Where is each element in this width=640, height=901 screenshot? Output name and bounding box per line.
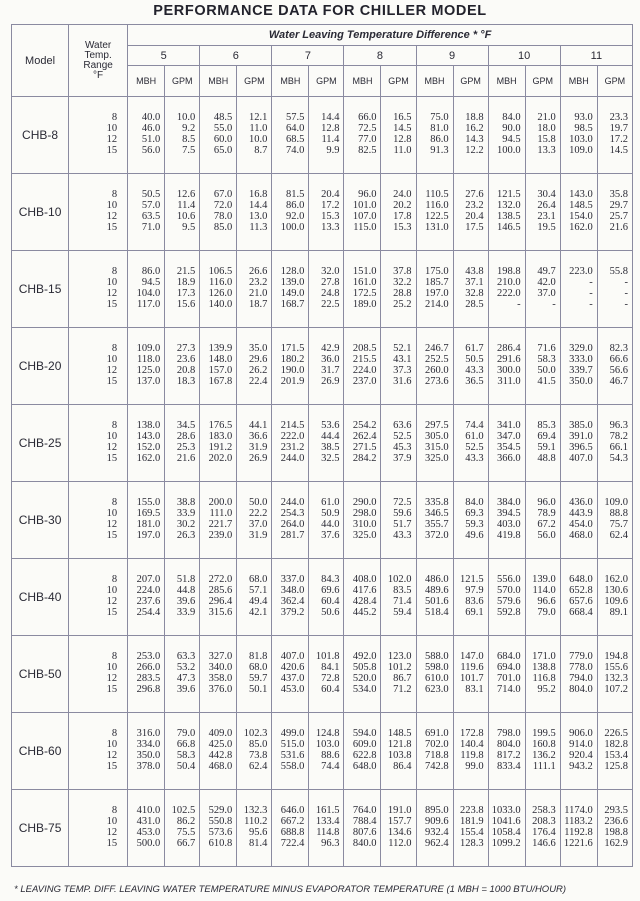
mbh-values: 66.0 72.5 77.0 82.5 [358, 112, 377, 156]
mbh-values: 50.5 57.0 63.5 71.0 [141, 189, 161, 233]
mbh-values: 499.0 515.0 531.6 558.0 [280, 728, 305, 772]
mbh-values: 798.0 804.0 817.2 833.4 [497, 728, 521, 772]
gpm-values: 16.5 14.5 12.8 11.0 [393, 112, 412, 156]
gpm-values: 258.3 208.3 176.4 146.6 [532, 805, 556, 849]
mbh-values: 895.0 909.6 932.4 962.4 [424, 805, 449, 849]
range-values: 8 10 12 15 [106, 343, 118, 387]
mbh-values: 691.0 702.0 718.8 742.8 [424, 728, 449, 772]
gpm-values: 123.0 101.2 86.7 71.2 [387, 651, 412, 695]
gpm-values: 35.0 29.6 26.2 22.4 [248, 343, 268, 387]
mbh-values: 139.9 148.0 157.0 167.8 [208, 343, 233, 387]
gpm-values: 72.5 59.6 51.7 43.3 [393, 497, 412, 541]
gpm-values: 26.6 23.2 21.0 18.7 [248, 266, 268, 310]
difference-header: 9 [416, 46, 488, 66]
gpm-values: 55.8 - - - [609, 266, 628, 310]
mbh-values: 57.5 64.0 68.5 74.0 [286, 112, 305, 156]
mbh-values: 779.0 778.0 794.0 804.0 [569, 651, 593, 695]
gpm-values: 102.3 85.0 73.8 62.4 [243, 728, 268, 772]
gpm-values: 191.0 157.7 134.6 112.0 [387, 805, 412, 849]
mbh-values: 106.5 116.0 126.0 140.0 [208, 266, 233, 310]
mbh-values: 93.0 98.5 103.0 109.0 [569, 112, 593, 156]
mbh-values: 272.0 285.6 296.4 315.6 [208, 574, 233, 618]
mbh-values: 208.5 215.5 224.0 237.0 [352, 343, 377, 387]
mbh-header: MBH [560, 66, 597, 97]
gpm-header: GPM [237, 66, 272, 97]
range-column-header [69, 25, 128, 97]
mbh-values: 151.0 161.0 172.5 189.0 [352, 266, 377, 310]
range-values: 8 10 12 15 [106, 574, 118, 618]
gpm-values: 172.8 140.4 119.8 99.0 [460, 728, 484, 772]
mbh-values: 84.0 90.0 94.5 100.0 [497, 112, 521, 156]
gpm-values: 194.8 155.6 132.3 107.2 [604, 651, 628, 695]
mbh-values: 335.8 346.5 355.7 372.0 [424, 497, 449, 541]
gpm-values: 132.3 110.2 95.6 81.4 [243, 805, 268, 849]
mbh-values: 223.0 - - - [569, 266, 593, 310]
table-row [12, 97, 633, 174]
gpm-values: 12.6 11.4 10.6 9.5 [176, 189, 196, 233]
mbh-header: MBH [344, 66, 381, 97]
range-values: 8 10 12 15 [106, 497, 118, 541]
mbh-values: 327.0 340.0 358.0 376.0 [208, 651, 233, 695]
gpm-values: 42.9 36.0 31.7 26.9 [321, 343, 340, 387]
footnote: * LEAVING TEMP. DIFF. LEAVING WATER TEMPERATURE MINUS EVAPORATOR TEMPERATURE (1 MBH = 1000 BTU/HOUR) [14, 884, 567, 895]
mbh-values: 138.0 143.0 152.0 162.0 [136, 420, 161, 464]
gpm-values: 16.8 14.4 13.0 11.3 [248, 189, 268, 233]
gpm-values: 147.0 119.6 101.7 83.1 [460, 651, 484, 695]
gpm-values: 49.7 42.0 37.0 - [537, 266, 556, 310]
model-name: CHB-15 [12, 251, 69, 328]
table-row [12, 713, 633, 790]
mbh-values: 176.5 183.0 191.2 202.0 [208, 420, 233, 464]
gpm-values: 21.5 18.9 17.3 15.6 [176, 266, 196, 310]
mbh-values: 556.0 570.0 579.6 592.8 [497, 574, 521, 618]
range-values: 8 10 12 15 [106, 420, 118, 464]
table-row [12, 636, 633, 713]
mbh-values: 329.0 333.0 339.7 350.0 [569, 343, 593, 387]
table-row [12, 174, 633, 251]
mbh-values: 1174.0 1183.2 1192.8 1221.6 [563, 805, 593, 849]
mbh-values: 254.2 262.4 271.5 284.2 [352, 420, 377, 464]
mbh-values: 67.0 72.0 78.0 85.0 [213, 189, 233, 233]
gpm-values: 23.3 19.7 17.2 14.5 [609, 112, 628, 156]
gpm-values: 161.5 133.4 114.8 96.3 [315, 805, 340, 849]
mbh-values: 143.0 148.5 154.0 162.0 [569, 189, 593, 233]
model-name: CHB-10 [12, 174, 69, 251]
mbh-header: MBH [488, 66, 525, 97]
gpm-values: 61.0 50.9 44.0 37.6 [321, 497, 340, 541]
model-name: CHB-75 [12, 790, 69, 867]
table-row [12, 559, 633, 636]
gpm-values: 27.3 23.6 20.8 18.3 [176, 343, 196, 387]
model-column-header: Model [12, 25, 69, 97]
mbh-values: 408.0 417.6 428.4 445.2 [352, 574, 377, 618]
model-name: CHB-25 [12, 405, 69, 482]
range-values: 8 10 12 15 [106, 651, 118, 695]
mbh-values: 200.0 111.0 221.7 239.0 [208, 497, 233, 541]
mbh-header: MBH [128, 66, 165, 97]
mbh-header: MBH [272, 66, 309, 97]
mbh-values: 297.5 305.0 315.0 325.0 [424, 420, 449, 464]
gpm-values: 53.6 44.4 38.5 32.5 [321, 420, 340, 464]
mbh-values: 594.0 609.0 622.8 648.0 [352, 728, 377, 772]
gpm-header: GPM [525, 66, 560, 97]
mbh-values: 407.0 420.6 437.0 453.0 [280, 651, 305, 695]
mbh-values: 48.5 55.0 60.0 65.0 [213, 112, 233, 156]
gpm-values: 30.4 26.4 23.1 19.5 [537, 189, 556, 233]
mbh-values: 128.0 139.0 149.0 168.7 [280, 266, 305, 310]
gpm-values: 14.4 12.8 11.4 9.9 [321, 112, 340, 156]
gpm-values: 124.8 103.0 88.6 74.4 [315, 728, 340, 772]
mbh-values: 207.0 224.0 237.6 254.4 [136, 574, 161, 618]
difference-header: 6 [200, 46, 272, 66]
gpm-header: GPM [597, 66, 632, 97]
mbh-values: 109.0 118.0 125.0 137.0 [136, 343, 161, 387]
mbh-values: 486.0 489.6 501.6 518.4 [424, 574, 449, 618]
gpm-values: 81.8 68.0 59.7 50.1 [248, 651, 268, 695]
difference-header: 5 [128, 46, 200, 66]
range-values: 8 10 12 15 [106, 266, 118, 310]
table-body [12, 97, 633, 867]
gpm-values: 223.8 181.9 155.4 128.3 [460, 805, 484, 849]
mbh-values: 96.0 101.0 107.0 115.0 [352, 189, 377, 233]
mbh-values: 81.5 86.0 92.0 100.0 [280, 189, 305, 233]
range-values: 8 10 12 15 [106, 189, 118, 233]
gpm-values: 139.0 114.0 96.6 79.0 [532, 574, 556, 618]
mbh-values: 764.0 788.4 807.6 840.0 [352, 805, 377, 849]
mbh-values: 290.0 298.0 310.0 325.0 [352, 497, 377, 541]
gpm-values: 44.1 36.6 31.9 26.9 [248, 420, 268, 464]
gpm-values: 74.4 61.0 52.5 43.3 [465, 420, 484, 464]
gpm-values: 20.4 17.2 15.3 13.3 [321, 189, 340, 233]
mbh-values: 110.5 116.0 122.5 131.0 [424, 189, 449, 233]
mbh-values: 409.0 425.0 442.8 468.0 [208, 728, 233, 772]
mbh-values: 436.0 443.9 454.0 468.0 [569, 497, 593, 541]
mbh-values: 121.5 132.0 138.5 146.5 [497, 189, 521, 233]
mbh-values: 646.0 667.2 688.8 722.4 [280, 805, 305, 849]
mbh-values: 384.0 394.5 403.0 419.8 [497, 497, 521, 541]
range-values: 8 10 12 15 [106, 112, 118, 156]
mbh-values: 246.7 252.5 260.0 273.6 [424, 343, 449, 387]
gpm-header: GPM [381, 66, 416, 97]
gpm-values: 12.1 11.0 10.0 8.7 [248, 112, 268, 156]
mbh-values: 86.0 94.5 104.0 117.0 [136, 266, 161, 310]
gpm-values: 148.5 121.8 103.8 86.4 [387, 728, 412, 772]
gpm-values: 34.5 28.6 25.3 21.6 [176, 420, 196, 464]
temperature-difference-header: Water Leaving Temperature Difference * °F [128, 25, 633, 46]
difference-header: 8 [344, 46, 416, 66]
gpm-values: 63.6 52.5 45.3 37.9 [393, 420, 412, 464]
mbh-values: 171.5 180.2 190.0 201.9 [280, 343, 305, 387]
gpm-values: 79.0 66.8 58.3 50.4 [176, 728, 196, 772]
gpm-values: 37.8 32.2 28.8 25.2 [393, 266, 412, 310]
mbh-values: 316.0 334.0 350.0 378.0 [136, 728, 161, 772]
difference-header: 10 [488, 46, 560, 66]
mbh-values: 410.0 431.0 453.0 500.0 [136, 805, 161, 849]
gpm-values: 68.0 57.1 49.4 42.1 [248, 574, 268, 618]
mbh-header: MBH [200, 66, 237, 97]
model-name: CHB-8 [12, 97, 69, 174]
gpm-values: 84.0 69.3 59.3 49.6 [465, 497, 484, 541]
model-name: CHB-50 [12, 636, 69, 713]
model-name: CHB-40 [12, 559, 69, 636]
range-values: 8 10 12 15 [106, 728, 118, 772]
gpm-values: 226.5 182.8 153.4 125.8 [604, 728, 628, 772]
gpm-values: 43.8 37.1 32.8 28.5 [465, 266, 484, 310]
mbh-values: 253.0 266.0 283.5 296.8 [136, 651, 161, 695]
mbh-values: 75.0 81.0 86.0 91.3 [430, 112, 449, 156]
mbh-header: MBH [416, 66, 453, 97]
mbh-values: 385.0 391.0 396.5 407.0 [569, 420, 593, 464]
mbh-values: 337.0 348.0 362.4 379.2 [280, 574, 305, 618]
mbh-values: 244.0 254.3 264.0 281.7 [280, 497, 305, 541]
performance-table [11, 24, 633, 867]
model-name: CHB-60 [12, 713, 69, 790]
gpm-values: 61.7 50.5 43.3 36.5 [465, 343, 484, 387]
gpm-values: 293.5 236.6 198.8 162.9 [604, 805, 628, 849]
gpm-values: 38.8 33.9 30.2 26.3 [176, 497, 196, 541]
mbh-values: 1033.0 1041.6 1058.4 1099.2 [491, 805, 521, 849]
gpm-values: 82.3 66.6 56.6 46.7 [609, 343, 628, 387]
table-row [12, 251, 633, 328]
range-values: 8 10 12 15 [106, 805, 118, 849]
mbh-values: 214.5 222.0 231.2 244.0 [280, 420, 305, 464]
table-row [12, 405, 633, 482]
mbh-values: 286.4 291.6 300.0 311.0 [497, 343, 521, 387]
table-row [12, 482, 633, 559]
mbh-values: 341.0 347.0 354.5 366.0 [497, 420, 521, 464]
mbh-values: 492.0 505.8 520.0 534.0 [352, 651, 377, 695]
gpm-values: 102.0 83.5 71.4 59.4 [387, 574, 412, 618]
mbh-values: 40.0 46.0 51.0 56.0 [141, 112, 161, 156]
gpm-values: 171.0 138.8 116.8 95.2 [532, 651, 556, 695]
mbh-values: 588.0 598.0 610.0 623.0 [424, 651, 449, 695]
gpm-values: 96.3 78.2 66.1 54.3 [609, 420, 628, 464]
page-title: PERFORMANCE DATA FOR CHILLER MODEL [153, 3, 487, 19]
range-header-label: Water Temp. Range °F [83, 39, 113, 81]
gpm-values: 10.0 9.2 8.5 7.5 [176, 112, 196, 156]
gpm-values: 84.3 69.6 60.4 50.6 [321, 574, 340, 618]
gpm-values: 51.8 44.8 39.6 33.9 [176, 574, 196, 618]
gpm-values: 71.6 58.3 50.0 41.5 [537, 343, 556, 387]
gpm-header: GPM [453, 66, 488, 97]
gpm-values: 96.0 78.9 67.2 56.0 [537, 497, 556, 541]
gpm-values: 162.0 130.6 109.6 89.1 [604, 574, 628, 618]
model-name: CHB-30 [12, 482, 69, 559]
gpm-values: 102.5 86.2 75.5 66.7 [171, 805, 196, 849]
mbh-values: 906.0 914.0 920.4 943.2 [569, 728, 593, 772]
table-row [12, 790, 633, 867]
mbh-values: 684.0 694.0 701.0 714.0 [497, 651, 521, 695]
mbh-values: 648.0 652.8 657.6 668.4 [569, 574, 593, 618]
gpm-values: 121.5 97.9 83.6 69.1 [460, 574, 484, 618]
mbh-values: 198.8 210.0 222.0 - [497, 266, 521, 310]
gpm-values: 35.8 29.7 25.7 21.6 [609, 189, 628, 233]
gpm-values: 85.3 69.4 59.1 48.8 [537, 420, 556, 464]
gpm-values: 50.0 22.2 37.0 31.9 [248, 497, 268, 541]
gpm-values: 32.0 27.8 24.8 22.5 [321, 266, 340, 310]
gpm-values: 21.0 18.0 15.8 13.3 [537, 112, 556, 156]
gpm-values: 101.8 84.1 72.8 60.4 [315, 651, 340, 695]
gpm-values: 109.0 88.8 75.7 62.4 [604, 497, 628, 541]
gpm-header: GPM [309, 66, 344, 97]
mbh-values: 529.0 550.8 573.6 610.8 [208, 805, 233, 849]
gpm-values: 18.8 16.2 14.3 12.2 [465, 112, 484, 156]
gpm-values: 52.1 43.1 37.3 31.6 [393, 343, 412, 387]
table-row [12, 328, 633, 405]
mbh-values: 175.0 185.7 197.0 214.0 [424, 266, 449, 310]
gpm-values: 27.6 23.2 20.4 17.5 [465, 189, 484, 233]
mbh-values: 155.0 169.5 181.0 197.0 [136, 497, 161, 541]
gpm-values: 199.5 160.8 136.2 111.1 [532, 728, 556, 772]
gpm-values: 24.0 20.2 17.8 15.3 [393, 189, 412, 233]
model-name: CHB-20 [12, 328, 69, 405]
gpm-values: 63.3 53.2 47.3 39.6 [176, 651, 196, 695]
gpm-header: GPM [165, 66, 200, 97]
difference-header: 7 [272, 46, 344, 66]
difference-header: 11 [560, 46, 632, 66]
